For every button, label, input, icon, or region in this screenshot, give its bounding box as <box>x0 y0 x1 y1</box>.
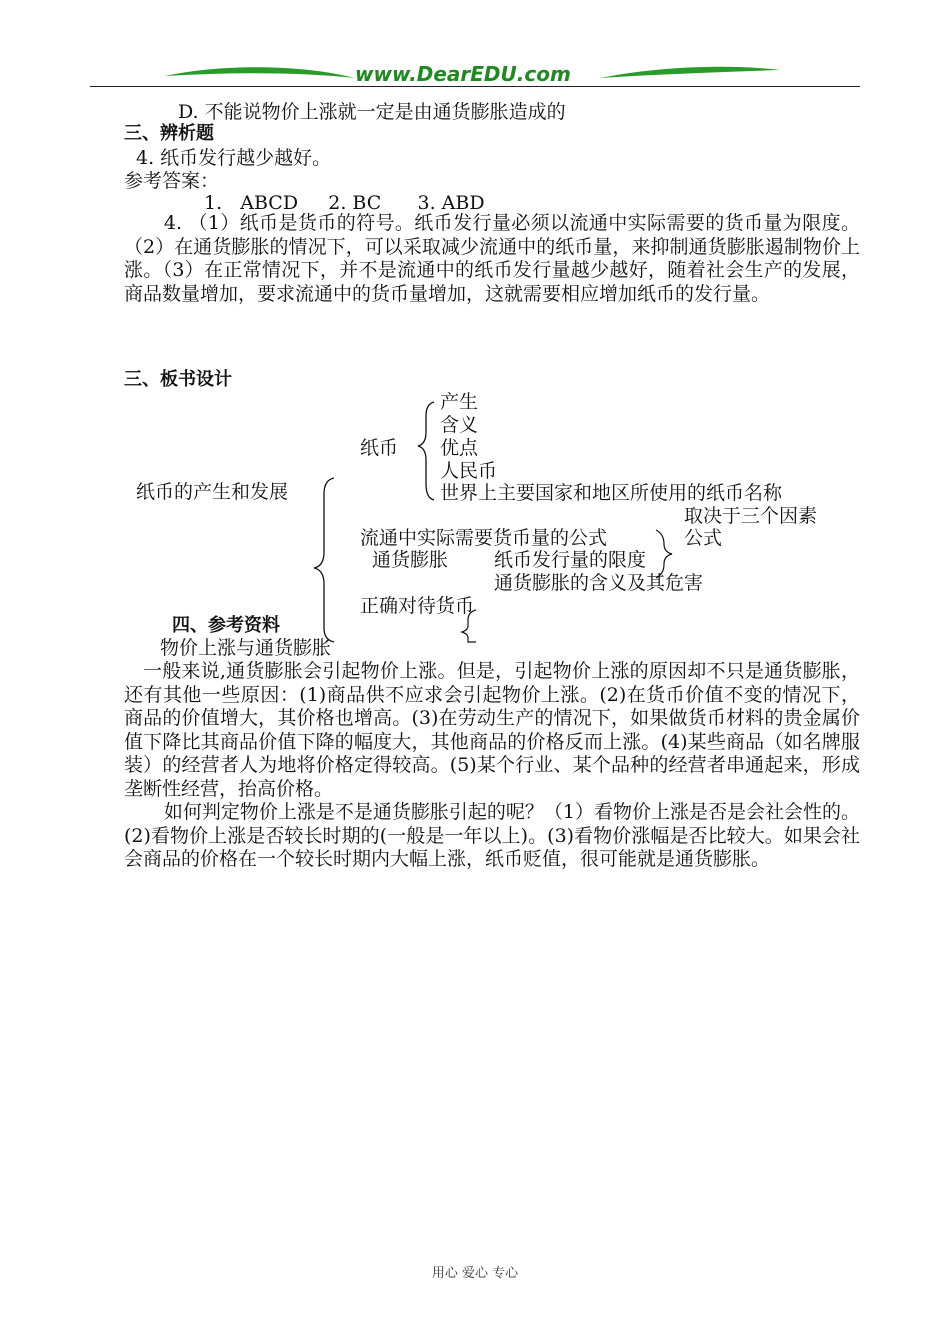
reference-title: 物价上涨与通货膨胀 <box>160 637 332 659</box>
board-root: 纸币的产生和发展 <box>136 481 289 503</box>
board-brackets <box>0 0 950 660</box>
reference-body <box>124 660 860 872</box>
header-site-text: www.DearEDU.com <box>355 62 571 86</box>
page-footer: 用心 爱心 专心 <box>431 1266 519 1281</box>
analysis-question: 4. 纸币发行越少越好。 <box>136 147 332 169</box>
reference-para-1: 一般来说,通货膨胀会引起物价上涨。但是，引起物价上涨的原因却不只是通货膨胀，还有其他一些原因：(1)商品供不应求会引起物价上涨。(2)在货币价值不变的情况下，商品的价值增大，其价格也增高。(3)在劳动生产的情况下，如果做货币材料的贵金属价值下降比其商品价值下降的幅度大，其他商品的价格反而上涨。(4)某些商品（如名牌服装）的经营者人为地将价格定得较高。(5)某个行业、某个品种的经营者串通起来，形成垄断性经营，抬高价格。 <box>124 660 860 800</box>
board-correct: 正确对待货币 <box>360 595 475 617</box>
board-item-advantage: 优点 <box>440 437 479 459</box>
answers-label: 参考答案： <box>124 170 220 192</box>
board-item-meaning: 含义 <box>440 414 479 436</box>
board-formula: 公式 <box>684 527 723 549</box>
board-formula-label: 流通中实际需要货币量的公式 <box>360 527 608 549</box>
board-item-rmb: 人民币 <box>440 460 498 482</box>
option-d: D. 不能说物价上涨就一定是由通货膨胀造成的 <box>178 101 566 123</box>
reference-para-2: 如何判定物价上涨是不是通货膨胀引起的呢？（1）看物价上涨是否是会社会性的。(2)看物价上涨是否较长时期的(一般是一年以上)。(3)看物价涨幅是否比较大。如果会社会商品的价格在一个较长时期内大幅上涨，纸币贬值，很可能就是通货膨胀。 <box>124 801 860 870</box>
root-brace <box>314 478 334 642</box>
answer-4-text: 4. （1）纸币是货币的符号。纸币发行量必须以流通中实际需要的货币量为限度。（2）在通货膨胀的情况下，可以采取减少流通中的纸币量，来抑制通货膨胀遏制物价上涨。（3）在正常情况下，并不是流通中的纸币发行量越少越好，随着社会生产的发展，商品数量增加，要求流通中的货币量增加，这就需要相应增加纸币的发行量。 <box>124 212 860 305</box>
reference-heading: 四、参考资料 <box>172 615 280 636</box>
board-factors: 取决于三个因素 <box>684 505 818 527</box>
board-inflation: 通货膨胀 <box>372 549 449 571</box>
board-item-world: 世界上主要国家和地区所使用的纸币名称 <box>440 482 783 504</box>
board-inflation-harm: 通货膨胀的含义及其危害 <box>494 572 704 594</box>
analysis-heading: 三、辨析题 <box>124 123 214 144</box>
paper-money-brace <box>418 402 434 500</box>
answers-line: 1. ABCD 2. BC 3. ABD <box>204 192 485 214</box>
board-paper-money: 纸币 <box>360 437 399 459</box>
board-inflation-limit: 纸币发行量的限度 <box>494 549 647 571</box>
board-heading: 三、板书设计 <box>124 369 232 390</box>
board-item-origin: 产生 <box>440 391 479 413</box>
